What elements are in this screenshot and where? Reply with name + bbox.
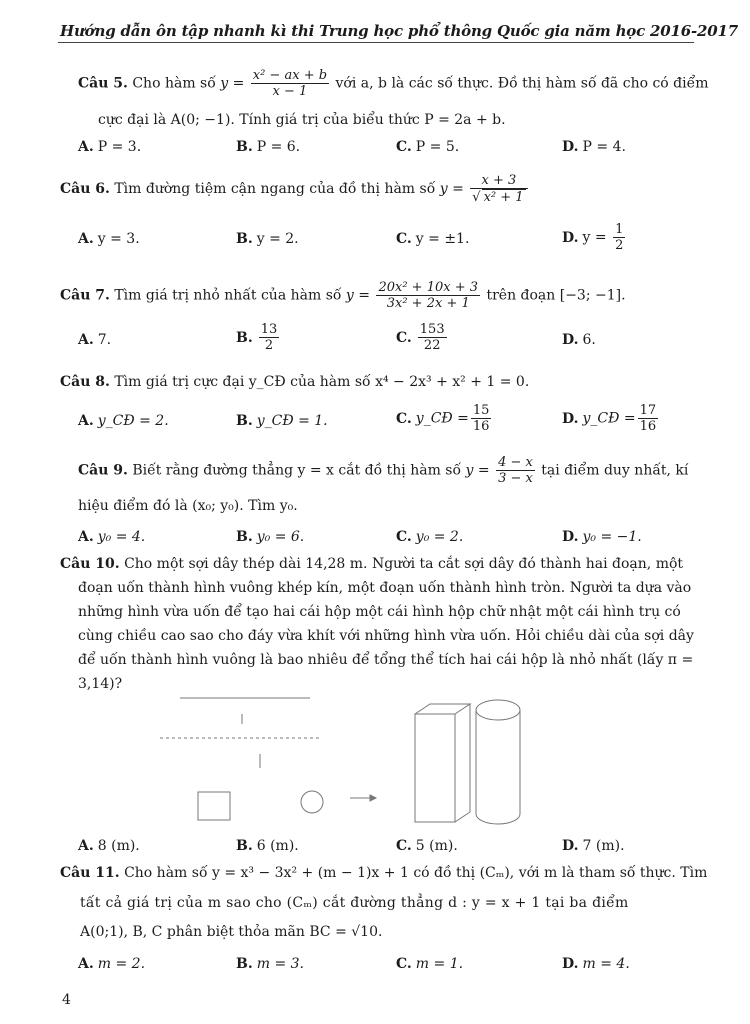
q9-line1: Câu 9. Biết rằng đường thẳng y = x cắt đồ thị hàm số y = $\frac{4 - x}{3 - x}$ tại điểm duy nhất, kí <box>78 455 689 486</box>
q11-option-a[interactable]: A. m = 2. <box>78 956 146 972</box>
q10-figure <box>160 694 540 826</box>
box-front <box>415 714 455 822</box>
q10-option-c[interactable]: C. 5 (m). <box>396 838 458 854</box>
q7-option-d[interactable]: D. 6. <box>562 332 596 348</box>
q8-option-a[interactable]: A. y_CĐ = 2. <box>78 413 169 429</box>
header-rule <box>58 42 694 43</box>
q6-option-b[interactable]: B. y = 2. <box>236 231 299 247</box>
q9-option-a[interactable]: A. y₀ = 4. <box>78 529 146 545</box>
cylinder-top <box>476 700 520 720</box>
q6-line1: Câu 6. Tìm đường tiệm cận ngang của đồ thị hàm số y = $\frac{x + 3}{\text{√ x² + 1}}$ <box>60 173 530 205</box>
q7-option-a[interactable]: A. 7. <box>78 332 112 348</box>
q11-line3: A(0;1), B, C phân biệt thỏa mãn BC = √10. <box>80 924 383 940</box>
running-header: Hướng dẫn ôn tập nhanh kì thi Trung học phổ thông Quốc gia năm học 2016-2017 <box>60 22 738 40</box>
q5-option-b[interactable]: B. P = 6. <box>236 139 301 155</box>
q11-option-c[interactable]: C. m = 1. <box>396 956 464 972</box>
q5-line1: Câu 5. Cho hàm số y = $\frac{\text{x² − ax + b}}{x - 1}$ với a, b là các số thực. Đồ thị hàm số đã cho có điểm <box>78 68 709 99</box>
q9-line2: hiệu điểm đó là (x₀; y₀). Tìm y₀. <box>78 498 298 514</box>
circle-shape <box>301 791 323 813</box>
q7-option-c[interactable]: C. $\frac{153}{22}$ <box>396 322 445 353</box>
q10-number: Câu 10. <box>60 556 120 572</box>
q7-option-b[interactable]: B. $\frac{13}{2}$ <box>236 322 278 353</box>
q7-fraction: $\frac{\text{20x² + 10x + 3}}{\text{3x² + 2x + 1}}$ <box>378 280 479 311</box>
q5-option-a[interactable]: A. P = 3. <box>78 139 142 155</box>
q9-number: Câu 9. <box>78 462 128 479</box>
q10-option-d[interactable]: D. 7 (m). <box>562 838 625 854</box>
q5-option-d[interactable]: D. P = 4. <box>562 139 626 155</box>
q5-number: Câu 5. <box>78 75 128 92</box>
q8-option-b[interactable]: B. y_CĐ = 1. <box>236 413 328 429</box>
q9-option-d[interactable]: D. y₀ = −1. <box>562 529 642 545</box>
q6-number: Câu 6. <box>60 181 110 197</box>
q9-fraction: $\frac{4 - x}{3 - x}$ <box>498 455 533 486</box>
q11-line2: tất cả giá trị của m sao cho (Cₘ) cắt đường thẳng d : y = x + 1 tại ba điểm <box>80 895 629 911</box>
arrow-head <box>370 795 376 801</box>
q8-option-d[interactable]: D. y_CĐ = $\frac{17}{16}$ <box>562 403 657 434</box>
q11-option-b[interactable]: B. m = 3. <box>236 956 304 972</box>
q7-line1: Câu 7. Tìm giá trị nhỏ nhất của hàm số y = $\frac{\text{20x² + 10x + 3}}{\text{3x² + 2x + 1}}$ trên đoạn [−3; −1]. <box>60 280 626 311</box>
q8-option-c[interactable]: C. y_CĐ = $\frac{15}{16}$ <box>396 403 490 434</box>
square-shape <box>198 792 230 820</box>
q9-option-c[interactable]: C. y₀ = 2. <box>396 529 464 545</box>
q5-line2: cực đại là A(0; −1). Tính giá trị của biểu thức P = 2a + b. <box>98 112 506 128</box>
cylinder-bottom <box>476 814 520 824</box>
q8-line1: Câu 8. Tìm giá trị cực đại y_CĐ của hàm số x⁴ − 2x³ + x² + 1 = 0. <box>60 374 530 390</box>
q6-option-d[interactable]: D. y = $\frac{1}{2}$ <box>562 222 624 253</box>
q11-number: Câu 11. <box>60 865 120 881</box>
q6-option-c[interactable]: C. y = ±1. <box>396 231 470 247</box>
q5-fraction: $\frac{\text{x² − ax + b}}{x - 1}$ <box>252 68 328 99</box>
q11-line1: Câu 11. Cho hàm số y = x³ − 3x² + (m − 1)x + 1 có đồ thị (Cₘ), với m là tham số thực. Tìm <box>60 865 708 881</box>
page-number: 4 <box>62 992 71 1008</box>
q11-option-d[interactable]: D. m = 4. <box>562 956 630 972</box>
q6-fraction: $\frac{x + 3}{\text{√ x² + 1}}$ <box>470 173 527 205</box>
q10-paragraph: Câu 10. Cho một sợi dây thép dài 14,28 m. Người ta cắt sợi dây đó thành hai đoạn, một đoạn uốn thành hình vuông khép kín, một đoạn uốn thành hình tròn. Người ta dựa vào những hình vừa uốn để tạo hai cái hộp một cái hình hộp chữ nhật một cái hình trụ có cùng chiều cao sao cho đáy vừa khít với những hình vừa uốn. Hỏi chiều dài của sợi dây để uốn thành hình vuông là bao nhiêu để tổng thể tích hai cái hộp là nhỏ nhất (lấy π = 3,14)? <box>60 556 694 692</box>
q7-number: Câu 7. <box>60 287 110 304</box>
box-top <box>415 704 470 714</box>
q6-option-a[interactable]: A. y = 3. <box>78 231 140 247</box>
q5-option-c[interactable]: C. P = 5. <box>396 139 460 155</box>
box-bottom <box>455 812 470 822</box>
q9-option-b[interactable]: B. y₀ = 6. <box>236 529 305 545</box>
q10-option-b[interactable]: B. 6 (m). <box>236 838 299 854</box>
q8-number: Câu 8. <box>60 374 110 390</box>
q10-option-a[interactable]: A. 8 (m). <box>78 838 140 854</box>
